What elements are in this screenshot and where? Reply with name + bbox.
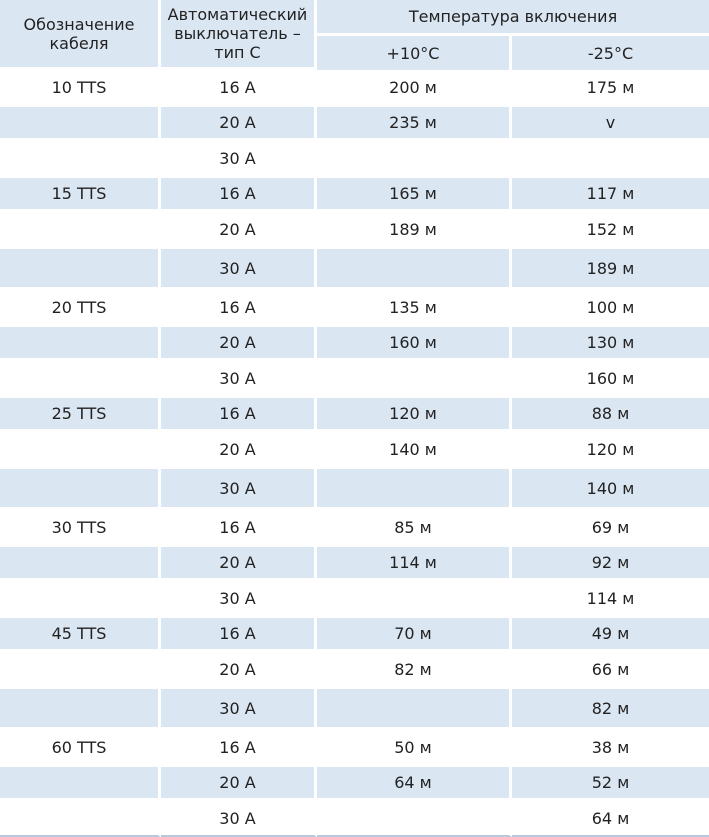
cell-temp-minus: 160 м [512, 361, 709, 398]
cell-temp-minus: 120 м [512, 432, 709, 469]
table-body [0, 70, 709, 837]
table-row [0, 327, 709, 361]
cell-cable [0, 652, 161, 689]
cell-breaker: 30 A [161, 141, 317, 178]
cell-cable [0, 249, 161, 290]
table-row [0, 290, 709, 327]
cell-temp-minus: 49 м [512, 618, 709, 652]
cell-cable: 60 TTS [0, 730, 161, 767]
cell-breaker: 16 A [161, 510, 317, 547]
cell-cable [0, 547, 161, 581]
cell-breaker: 16 A [161, 398, 317, 432]
cell-temp-plus: 50 м [317, 730, 512, 767]
cell-cable: 30 TTS [0, 510, 161, 547]
table-row [0, 141, 709, 178]
cell-temp-minus [512, 141, 709, 178]
cell-temp-plus: 114 м [317, 547, 512, 581]
cell-temp-plus: 82 м [317, 652, 512, 689]
cell-breaker: 30 A [161, 801, 317, 837]
cell-breaker: 16 A [161, 730, 317, 767]
table-header [0, 0, 709, 70]
cell-cable [0, 212, 161, 249]
table-row [0, 398, 709, 432]
cell-temp-plus: 200 м [317, 70, 512, 107]
header-row-top [0, 0, 709, 36]
cell-cable [0, 327, 161, 361]
cell-cable: 20 TTS [0, 290, 161, 327]
cell-breaker: 20 A [161, 432, 317, 469]
cell-cable: 10 TTS [0, 70, 161, 107]
cell-temp-plus [317, 581, 512, 618]
cell-temp-plus: 85 м [317, 510, 512, 547]
cell-breaker: 30 A [161, 361, 317, 398]
table-row [0, 581, 709, 618]
header-temp-plus: +10°C [317, 36, 512, 70]
cell-temp-plus: 70 м [317, 618, 512, 652]
cell-temp-minus: 117 м [512, 178, 709, 212]
cell-temp-plus [317, 469, 512, 510]
cell-temp-minus: 152 м [512, 212, 709, 249]
cell-temp-minus: 88 м [512, 398, 709, 432]
table-row [0, 432, 709, 469]
header-temperature: Температура включения [317, 0, 709, 36]
cell-cable [0, 469, 161, 510]
cell-breaker: 30 A [161, 249, 317, 290]
table-row [0, 730, 709, 767]
cell-cable [0, 361, 161, 398]
table-row [0, 689, 709, 730]
cell-breaker: 20 A [161, 547, 317, 581]
table-row [0, 801, 709, 837]
cell-temp-minus: 82 м [512, 689, 709, 730]
cell-temp-minus: 66 м [512, 652, 709, 689]
cell-temp-plus: 135 м [317, 290, 512, 327]
cell-temp-minus: 114 м [512, 581, 709, 618]
header-cable: Обозначение кабеля [0, 0, 161, 70]
cell-temp-minus: 38 м [512, 730, 709, 767]
cell-cable: 15 TTS [0, 178, 161, 212]
cell-temp-minus: 69 м [512, 510, 709, 547]
cell-temp-minus: 175 м [512, 70, 709, 107]
cell-temp-plus: 120 м [317, 398, 512, 432]
cell-temp-minus: 100 м [512, 290, 709, 327]
cell-temp-plus: 189 м [317, 212, 512, 249]
cell-breaker: 16 A [161, 70, 317, 107]
table-row [0, 212, 709, 249]
cell-temp-plus: 64 м [317, 767, 512, 801]
cell-breaker: 20 A [161, 107, 317, 141]
cell-temp-plus [317, 141, 512, 178]
cell-temp-plus [317, 689, 512, 730]
cell-breaker: 16 A [161, 290, 317, 327]
cell-temp-minus: 52 м [512, 767, 709, 801]
cell-cable [0, 432, 161, 469]
cell-temp-minus: 130 м [512, 327, 709, 361]
cell-temp-plus: 235 м [317, 107, 512, 141]
cell-cable [0, 767, 161, 801]
cell-temp-plus: 160 м [317, 327, 512, 361]
table-row [0, 767, 709, 801]
header-breaker: Автоматический выключатель – тип С [161, 0, 317, 70]
cell-cable [0, 801, 161, 837]
cell-cable [0, 689, 161, 730]
cell-temp-minus: 189 м [512, 249, 709, 290]
table-row [0, 547, 709, 581]
cell-temp-minus: 92 м [512, 547, 709, 581]
table-row [0, 107, 709, 141]
header-temp-minus: -25°C [512, 36, 709, 70]
table-row [0, 510, 709, 547]
cell-breaker: 20 A [161, 652, 317, 689]
cell-cable [0, 141, 161, 178]
cell-temp-minus: v [512, 107, 709, 141]
cell-cable [0, 581, 161, 618]
cell-temp-plus [317, 249, 512, 290]
cell-temp-plus: 165 м [317, 178, 512, 212]
table-row [0, 361, 709, 398]
table-row [0, 70, 709, 107]
cell-cable: 45 TTS [0, 618, 161, 652]
cell-breaker: 30 A [161, 469, 317, 510]
table-row [0, 249, 709, 290]
cell-temp-plus: 140 м [317, 432, 512, 469]
cell-temp-minus: 64 м [512, 801, 709, 837]
table-row [0, 469, 709, 510]
cell-breaker: 16 A [161, 178, 317, 212]
cell-cable: 25 TTS [0, 398, 161, 432]
cell-breaker: 20 A [161, 767, 317, 801]
cell-breaker: 20 A [161, 327, 317, 361]
cell-temp-plus [317, 801, 512, 837]
cell-temp-minus: 140 м [512, 469, 709, 510]
table-row [0, 618, 709, 652]
cell-breaker: 30 A [161, 581, 317, 618]
cell-breaker: 20 A [161, 212, 317, 249]
table-row [0, 178, 709, 212]
table-row [0, 652, 709, 689]
cell-cable [0, 107, 161, 141]
cell-breaker: 16 A [161, 618, 317, 652]
cell-temp-plus [317, 361, 512, 398]
cell-breaker: 30 A [161, 689, 317, 730]
